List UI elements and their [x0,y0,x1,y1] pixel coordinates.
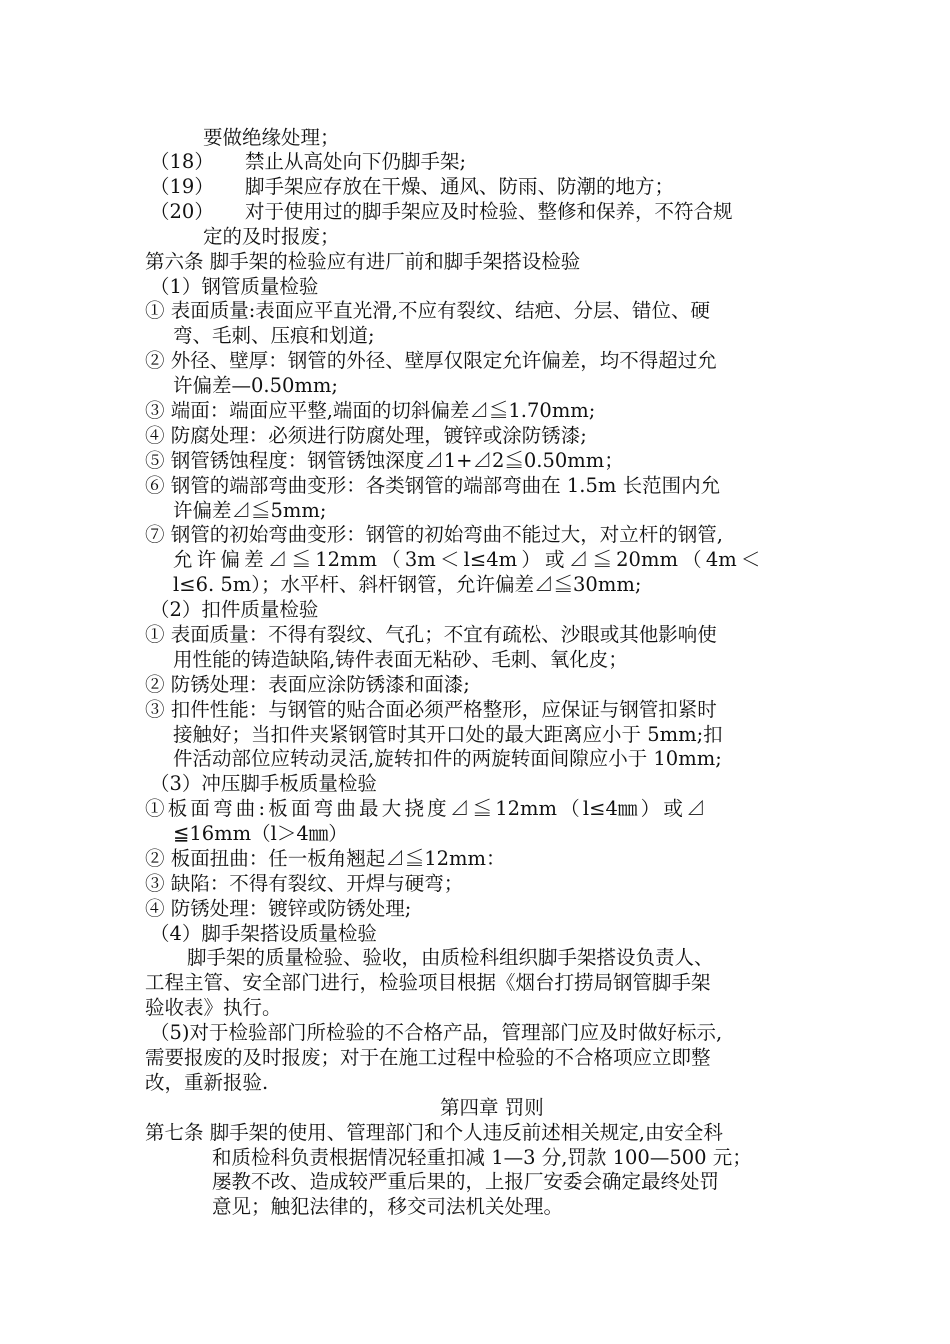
text-line: 验收表》执行。 [145,996,282,1019]
text-line: 脚手架的质量检验、验收，由质检科组织脚手架搭设负责人、 [187,946,714,969]
text-line: 要做绝缘处理； [203,126,340,149]
text-line: 需要报废的及时报废；对于在施工过程中检验的不合格项应立即整 [145,1046,711,1069]
article-heading: 第七条 脚手架的使用、管理部门和个人违反前述相关规定,由安全科 [145,1121,723,1144]
section-heading: （1）钢管质量检验 [150,275,319,298]
text-line: （5)对于检验部门所检验的不合格产品，管理部门应及时做好标示, [150,1021,723,1044]
item-number: （19） [150,175,214,198]
text-line: ⑥ 钢管的端部弯曲变形：各类钢管的端部弯曲在 1.5m 长范围内允 [145,474,721,497]
text-line: 禁止从高处向下仍脚手架; [245,150,467,173]
text-line: ③ 端面：端面应平整,端面的切斜偏差⊿≦1.70mm; [145,399,596,422]
text-line: ④ 防锈处理：镀锌或防锈处理; [145,897,412,920]
text-line: 和质检科负责根据情况轻重扣减 1—3 分,罚款 100—500 元； [212,1146,752,1169]
text-line: ① 表面质量:表面应平直光滑,不应有裂纹、结疤、分层、错位、硬 [145,299,710,322]
text-line: 许偏差⊿≦5mm; [173,499,327,522]
text-line: ① 表面质量：不得有裂纹、气孔；不宜有疏松、沙眼或其他影响使 [145,623,717,646]
text-line: 弯、毛刺、压痕和划道; [173,324,375,347]
text-line: ≦16mm（l＞4㎜） [173,822,348,845]
text-line: 工程主管、安全部门进行，检验项目根据《烟台打捞局钢管脚手架 [145,971,711,994]
text-line: 用性能的铸造缺陷,铸件表面无粘砂、毛刺、氧化皮； [173,648,628,671]
text-line: 接触好；当扣件夹紧钢管时其开口处的最大距离应小于 5mm;扣 [173,723,723,746]
text-line: 脚手架应存放在干燥、通风、防雨、防潮的地方； [245,175,675,198]
section-heading: （2）扣件质量检验 [150,598,319,621]
text-line: 件活动部位应转动灵活,旋转扣件的两旋转面间隙应小于 10mm; [173,747,722,770]
text-line: 定的及时报废； [203,225,340,248]
text-line: ② 板面扭曲：任一板角翘起⊿≦12mm： [145,847,506,870]
text-line: ④ 防腐处理：必须进行防腐处理，镀锌或涂防锈漆; [145,424,587,447]
text-line: 允 许 偏 差 ⊿ ≦ 12mm （ 3m ＜ l≤4m ） 或 ⊿ ≦ 20mm （ 4m ＜ [173,548,761,571]
article-heading: 第六条 脚手架的检验应有进厂前和脚手架搭设检验 [145,250,581,273]
text-line: 对于使用过的脚手架应及时检验、整修和保养，不符合规 [245,200,733,223]
text-line: ③ 缺陷：不得有裂纹、开焊与硬弯； [145,872,464,895]
text-line: ① 板 面 弯 曲 : 板 面 弯 曲 最 大 挠 度 ⊿ ≦ 12mm （ l≤4㎜ ） 或 ⊿ [145,797,706,820]
item-number: （18） [150,150,214,173]
text-line: ⑤ 钢管锈蚀程度：钢管锈蚀深度⊿1+⊿2≦0.50mm； [145,449,624,472]
text-line: ② 外径、壁厚：钢管的外径、壁厚仅限定允许偏差，均不得超过允 [145,349,717,372]
text-line: 屡教不改、造成较严重后果的，上报厂安委会确定最终处罚 [212,1170,720,1193]
section-heading: （4）脚手架搭设质量检验 [150,922,377,945]
text-line: 意见；触犯法律的，移交司法机关处理。 [212,1195,564,1218]
text-line: ③ 扣件性能：与钢管的贴合面必须严格整形，应保证与钢管扣紧时 [145,698,717,721]
text-line: ② 防锈处理：表面应涂防锈漆和面漆; [145,673,470,696]
text-line: l≤6. 5m）；水平杆、斜杆钢管，允许偏差⊿≦30mm; [173,573,642,596]
chapter-heading: 第四章 罚则 [440,1096,544,1119]
text-line: ⑦ 钢管的初始弯曲变形：钢管的初始弯曲不能过大，对立杆的钢管, [145,523,723,546]
text-line: 许偏差—0.50mm; [173,374,338,397]
text-line: 改，重新报验. [145,1071,269,1094]
item-number: （20） [150,200,214,223]
section-heading: （3）冲压脚手板质量检验 [150,772,377,795]
